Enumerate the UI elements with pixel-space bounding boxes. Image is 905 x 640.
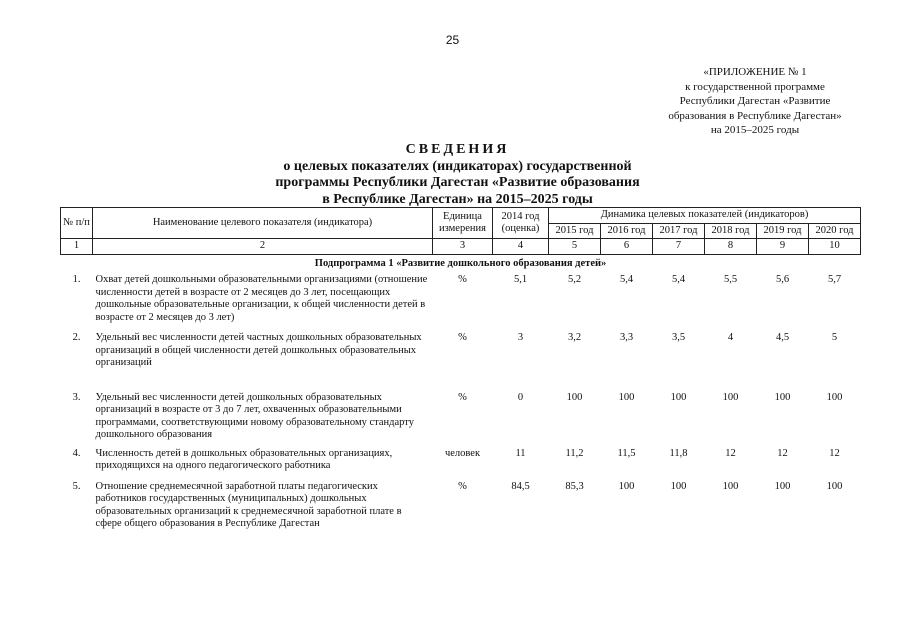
header-row (61, 208, 861, 224)
indicator-name: Удельный вес численности детей дошкольных образовательных организаций в возрасте от 3 до 7 лет, охваченных образовательными программами, соответствующими новому образовательному стандарту дошкольного образования (95, 391, 414, 440)
value-2016: 100 (618, 391, 635, 403)
value-2018: 100 (722, 391, 739, 403)
value-2017: 11,8 (669, 447, 688, 459)
header-unit: Единица измерения (433, 208, 493, 239)
value-2019: 5,6 (775, 274, 790, 285)
value-2019: 100 (774, 480, 791, 492)
indicator-unit: человек (444, 447, 481, 459)
value-2018: 4 (727, 332, 734, 343)
value-2014: 0 (517, 391, 524, 403)
indicator-unit: % (458, 480, 467, 492)
value-2015: 3,2 (567, 332, 582, 343)
header-dynamics: Динамика целевых показателей (индикаторов) (549, 208, 861, 224)
header-num: № п/п (61, 208, 93, 239)
title-line: о целевых показателях (индикаторах) государственной (283, 158, 632, 174)
header-year: 2015 год (549, 223, 601, 239)
document-title (130, 142, 785, 208)
value-2016: 11,5 (617, 447, 636, 459)
title-line: в Республике Дагестан» на 2015–2025 годы (322, 191, 593, 207)
value-2016: 3,3 (619, 332, 634, 343)
value-2017: 100 (670, 391, 687, 403)
value-2020: 12 (829, 447, 840, 459)
appendix-line: Республики Дагестан «Развитие (679, 95, 831, 107)
subprogram-row (61, 254, 861, 272)
title-line: программы Республики Дагестан «Развитие образования (275, 175, 640, 190)
header-year: 2018 год (705, 223, 757, 239)
title-heading: СВЕДЕНИЯ (405, 142, 510, 157)
value-2015: 85,3 (565, 480, 584, 492)
column-number: 8 (705, 239, 757, 255)
column-number: 6 (601, 239, 653, 255)
column-numbers-row (61, 239, 861, 255)
column-number: 4 (493, 239, 549, 255)
value-2014: 84,5 (511, 480, 530, 492)
table-row (61, 479, 861, 537)
indicator-name: Удельный вес численности детей частных дошкольных образовательных организаций в общей численности детей дошкольных образовательных организаций (95, 332, 422, 368)
row-number: 5. (72, 480, 81, 492)
appendix-line: к государственной программе (685, 80, 825, 93)
appendix-line: «ПРИЛОЖЕНИЕ № 1 (703, 66, 807, 78)
table-row (61, 330, 861, 390)
value-2017: 3,5 (671, 332, 686, 343)
value-2014: 11 (515, 447, 526, 459)
value-2020: 5 (831, 332, 838, 343)
table-row (61, 446, 861, 479)
value-2016: 5,4 (619, 274, 634, 285)
value-2017: 5,4 (671, 274, 686, 285)
header-year: 2017 год (653, 223, 705, 239)
value-2020: 100 (826, 480, 843, 492)
appendix-line: образования в Республике Дагестан» (668, 109, 842, 122)
row-number: 1. (72, 274, 81, 285)
header-name: Наименование целевого показателя (индикатора) (93, 208, 433, 239)
row-number: 4. (72, 447, 81, 459)
value-2018: 12 (725, 447, 736, 459)
subprogram-title: Подпрограмма 1 «Развитие дошкольного образования детей» (314, 257, 607, 269)
table-row (61, 390, 861, 446)
row-number: 3. (72, 391, 81, 403)
indicator-unit: % (458, 391, 467, 403)
appendix-note (640, 65, 870, 138)
value-2015: 11,2 (565, 447, 584, 459)
header-base-year: 2014 год (оценка) (493, 208, 549, 239)
column-number: 5 (549, 239, 601, 255)
value-2017: 100 (670, 480, 687, 492)
value-2020: 100 (826, 391, 843, 403)
column-number: 10 (809, 239, 861, 255)
value-2020: 5,7 (827, 274, 842, 285)
indicator-name: Численность детей в дошкольных образовательных организациях, приходящихся на одного педагогического работника (95, 447, 393, 471)
value-2016: 100 (618, 480, 635, 492)
value-2019: 4,5 (775, 332, 790, 343)
indicator-unit: % (458, 274, 467, 285)
value-2019: 12 (777, 447, 788, 459)
page-number: 25 (445, 33, 460, 47)
indicator-name: Охват детей дошкольными образовательными организациями (отношение численности детей в возрасте от 2 месяцев до 3 лет, посещающих дошкольные образовательные организации, к общей численности детей в возрасте от 2 месяцев до 3 лет) (95, 274, 428, 323)
header-year: 2020 год (809, 223, 861, 239)
value-2014: 3 (517, 332, 524, 343)
appendix-line: на 2015–2025 годы (710, 124, 800, 136)
value-2015: 100 (566, 391, 583, 403)
indicator-name: Отношение среднемесячной заработной платы педагогических работников государственных (муниципальных) дошкольных образовательных организаций к среднемесячной заработной плате в сфере общего образования в Республике Дагестан (95, 480, 402, 529)
row-number: 2. (72, 332, 81, 343)
table-row (61, 272, 861, 330)
column-number: 7 (653, 239, 705, 255)
value-2015: 5,2 (567, 274, 582, 285)
column-number: 2 (93, 239, 433, 255)
value-2014: 5,1 (513, 274, 528, 285)
column-number: 1 (61, 239, 93, 255)
header-year: 2019 год (757, 223, 809, 239)
value-2019: 100 (774, 391, 791, 403)
value-2018: 5,5 (723, 274, 738, 285)
indicators-table (60, 207, 861, 537)
indicator-unit: % (458, 332, 467, 343)
column-number: 3 (433, 239, 493, 255)
value-2018: 100 (722, 480, 739, 492)
header-year: 2016 год (601, 223, 653, 239)
column-number: 9 (757, 239, 809, 255)
